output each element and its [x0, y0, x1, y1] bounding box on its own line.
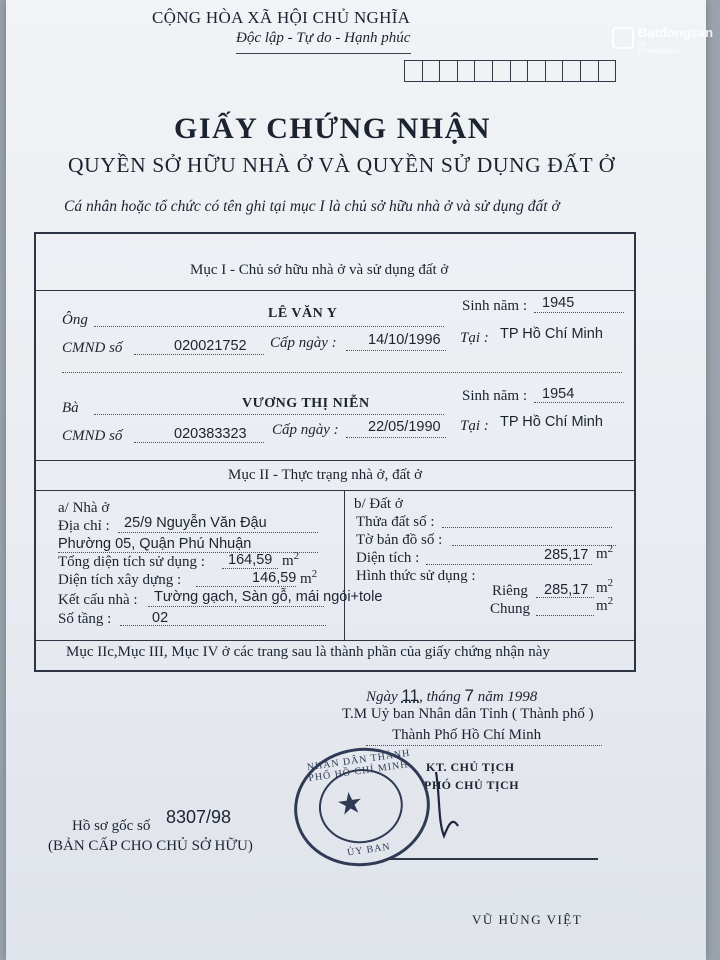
section2-footer-note: Mục IIc,Mục III, Mục IV ở các trang sau là thành phần của giấy chứng nhận này [66, 644, 550, 660]
issuing-city: Thành Phố Hồ Chí Minh [392, 727, 542, 743]
house-floors: 02 [152, 610, 169, 626]
house-structure-label: Kết cấu nhà : [58, 592, 138, 608]
owner2-issue-label: Cấp ngày : [272, 422, 339, 438]
owner1-birth-year: 1945 [542, 295, 575, 311]
owner2-id-label: CMND số [62, 428, 123, 444]
land-shared-unit: $m^2$ [596, 595, 614, 614]
owner1-prefix: Ông [62, 312, 88, 328]
house-total-area-unit: $m^2$ [282, 550, 300, 569]
house-address-line1: 25/9 Nguyễn Văn Đậu [124, 515, 267, 531]
owner1-name: LÊ VĂN Y [268, 306, 338, 321]
signer-name: VŨ HÙNG VIỆT [472, 912, 583, 927]
owner2-birth-year: 1954 [542, 386, 575, 402]
house-built-area-unit: $m^2$ [300, 568, 318, 587]
owner2-place-label: Tại : [460, 418, 489, 434]
file-number-label: Hồ sơ gốc số [72, 818, 151, 834]
owner1-place-label: Tại : [460, 330, 489, 346]
land-private-unit: $m^2$ [596, 577, 614, 596]
owner1-birth-label: Sinh năm : [462, 298, 528, 314]
owner2-name: VƯƠNG THỊ NIỄN [242, 396, 370, 411]
watermark-brand: Batdongsan [638, 25, 714, 40]
national-title: CỘNG HÒA XÃ HỘI CHỦ NGHĨA [152, 8, 411, 27]
house-total-area: 164,59 [228, 552, 273, 568]
watermark-sub: by PropertyGuru [638, 41, 681, 55]
owner2-birth-label: Sinh năm : [462, 388, 528, 404]
official-seal: ★ NHÂN DÂN THÀNH PHỐ HỒ CHÍ MINH ỦY BAN [286, 739, 437, 875]
owner2-prefix: Bà [62, 400, 79, 416]
signer-role-line2: PHÓ CHỦ TỊCH [424, 778, 520, 792]
section2-title: Mục II - Thực trạng nhà ở, đất ở [228, 467, 423, 483]
land-private-label: Riêng [492, 583, 528, 599]
owner2-id-number: 020383323 [174, 426, 247, 442]
house-built-area: 146,59 [252, 570, 297, 586]
file-number: 8307/98 [166, 807, 232, 827]
owner-copy-note: (BẢN CẤP CHO CHỦ SỞ HỮU) [48, 838, 253, 854]
certificate-intro: Cá nhân hoặc tổ chức có tên ghi tại mục I là chủ sở hữu nhà ở và sử dụng đất ở [64, 198, 560, 215]
certificate-page [6, 0, 714, 960]
section1-title: Mục I - Chủ sở hữu nhà ở và sử dụng đất ở [190, 262, 449, 278]
house-address-label: Địa chỉ : [58, 518, 110, 534]
owner2-issue-date: 22/05/1990 [368, 419, 441, 435]
house-address-line2: Phường 05, Quận Phú Nhuận [58, 536, 252, 552]
certificate-subtitle: QUYỀN SỞ HỮU NHÀ Ở VÀ QUYỀN SỬ DỤNG ĐẤT Ở [68, 153, 615, 177]
land-map-label: Tờ bản đồ số : [356, 532, 443, 548]
land-shared-label: Chung [490, 601, 531, 617]
signer-role-line1: KT. CHỦ TỊCH [426, 760, 515, 774]
certificate-title: GIẤY CHỨNG NHẬN [174, 112, 491, 145]
owner1-issue-label: Cấp ngày : [270, 335, 337, 351]
owner1-issue-date: 14/10/1996 [368, 332, 441, 348]
house-built-area-label: Diện tích xây dựng : [58, 572, 182, 588]
land-area: 285,17 [544, 547, 589, 563]
land-heading: b/ Đất ở [354, 496, 403, 512]
serial-number-boxes [404, 60, 616, 82]
house-heading: a/ Nhà ở [58, 500, 110, 516]
house-total-area-label: Tổng diện tích sử dụng : [58, 554, 205, 570]
house-icon [612, 27, 634, 49]
house-structure: Tường gạch, Sàn gỗ, mái ngói+tole [154, 589, 383, 605]
motto-underline [236, 53, 411, 54]
land-private-area: 285,17 [544, 582, 589, 598]
issuing-authority: T.M Uỷ ban Nhân dân Tỉnh ( Thành phố ) [342, 706, 594, 722]
owner2-place: TP Hồ Chí Minh [500, 414, 603, 430]
star-icon: ★ [334, 785, 366, 823]
land-area-label: Diện tích : [356, 550, 420, 566]
owner1-id-label: CMND số [62, 340, 123, 356]
owner1-id-number: 020021752 [174, 338, 247, 354]
house-floors-label: Số tầng : [58, 611, 112, 627]
land-usage-label: Hình thức sử dụng : [356, 568, 476, 584]
land-plot-label: Thửa đất số : [356, 514, 435, 530]
national-motto: Độc lập - Tự do - Hạnh phúc [236, 30, 411, 46]
owner1-place: TP Hồ Chí Minh [500, 326, 603, 342]
issue-day: 11 [401, 686, 420, 705]
issue-date-line: Ngày 11, tháng 7 năm 1998 [366, 686, 538, 705]
issue-month: 7 [464, 686, 474, 705]
land-area-unit: $m^2$ [596, 543, 614, 562]
